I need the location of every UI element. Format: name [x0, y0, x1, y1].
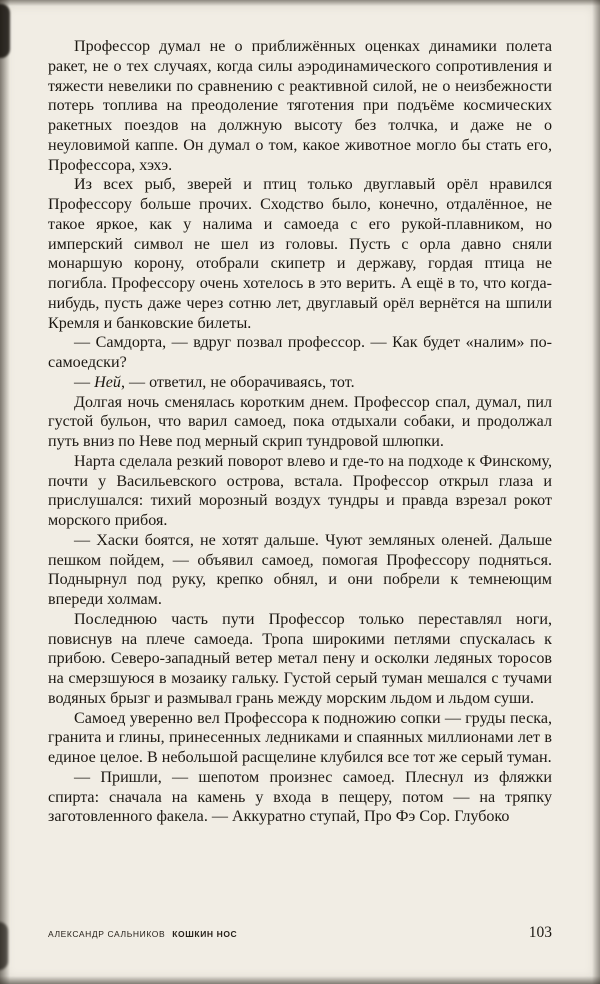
text-run: Самоед уверенно вел Профессора к подножию сопки — груды песка, гранита и глины, принесенных ледниками и спаянных миллионами лет в единое целое. В небольшой расщелине клубился все тот же серый туман. [48, 709, 552, 766]
text-run: — [74, 373, 95, 391]
text-run: — Хаски боятся, не хотят дальше. Чуют земляных оленей. Дальше пешком пойдем, — объявил самоед, помогая Профессору подняться. Поднырнул под руку, крепко обнял, и они побрели к темнеющим впереди холмам. [48, 531, 552, 608]
scan-blemish-bottom-left [0, 922, 8, 970]
scan-edge-top [0, 0, 600, 6]
text-run: Профессор думал не о приближённых оценках динамики полета ракет, не о тех случаях, когда силы аэродинамического сопротивления и тяжести невелики по сравнению с реактивной силой, не о неизбежности потерь топлива на преодоление тяготения при подъёме космических ракетных поездов на должную высоту без толчка, и даже не о неуловимой каппе. Он думал о том, какое животное могло бы стать его, Профессора, хэхэ. [48, 38, 552, 174]
footer-author: АЛЕКСАНДР САЛЬНИКОВ [48, 929, 166, 939]
paragraph [48, 373, 552, 393]
footer-book-title: КОШКИН НОС [172, 929, 238, 939]
text-run: — Пришли, — шепотом произнес самоед. Плеснул из фляжки спирта: сначала на камень у входа в пещеру, потом — на тряпку заготовленного факела. — Аккуратно ступай, Про Фэ Сор. Глубоко [48, 768, 552, 826]
text-run: — Самдорта, — вдруг позвал профессор. — Как будет «налим» по-самоедски? [48, 334, 552, 371]
scan-edge-right [592, 0, 600, 984]
text-run: Из всех рыб, зверей и птиц только двуглавый орёл нравился Профессору больше прочих. Сходство было, конечно, отдалённое, не такое яркое, как у налима и самоеда с его рукой-плавником, но имперский символ не шел из головы. Пусть с орла давно сняли монаршую корону, отобрали скипетр и державу, гордая птица не погибла. Профессору очень хотелось в это верить. А ещё в то, что когда-нибудь, пусть даже через сотню лет, двуглавый орёл вернётся на шпили Кремля и банковские билеты. [48, 176, 552, 332]
paragraph [48, 333, 552, 373]
scan-blemish-top-left [0, 4, 10, 58]
text-run: , — ответил, не оборачиваясь, тот. [120, 373, 355, 391]
text-run: Последнюю часть пути Профессор только переставлял ноги, повиснув на плече самоеда. Тропа широкими петлями спускалась к прибою. Северо-западный ветер метал пену и осколки ледяных торосов на смерзшуюся в мозаику гальку. Густой серый туман мешался с тучами водяных брызг и размывал грань между морским льдом и льдом суши. [48, 610, 552, 707]
page-text [48, 37, 552, 827]
paragraph [48, 531, 552, 610]
text-run: Нарта сделала резкий поворот влево и где-то на подходе к Финскому, почти у Васильевского острова, встала. Профессор открыл глаза и прислушался: тихий морозный воздух тундры и правда взрезал рокот морского прибоя. [48, 452, 552, 529]
text-run: Долгая ночь сменялась коротким днем. Профессор спал, думал, пил густой бульон, что варил самоед, пока отдыхали собаки, и продолжал путь вниз по Неве под мерный скрип тундровой шлюпки. [48, 393, 552, 450]
paragraph [48, 393, 552, 452]
paragraph [48, 709, 552, 768]
paragraph [48, 452, 552, 531]
italic-text-run: Ней [94, 373, 121, 391]
paragraph [48, 37, 552, 175]
paragraph [48, 768, 552, 827]
page-footer [48, 924, 552, 942]
scan-edge-left [0, 0, 10, 984]
paragraph [48, 610, 552, 709]
page-number: 103 [528, 924, 552, 941]
scan-edge-bottom [0, 976, 600, 984]
paragraph [48, 175, 552, 333]
running-title [48, 929, 237, 939]
